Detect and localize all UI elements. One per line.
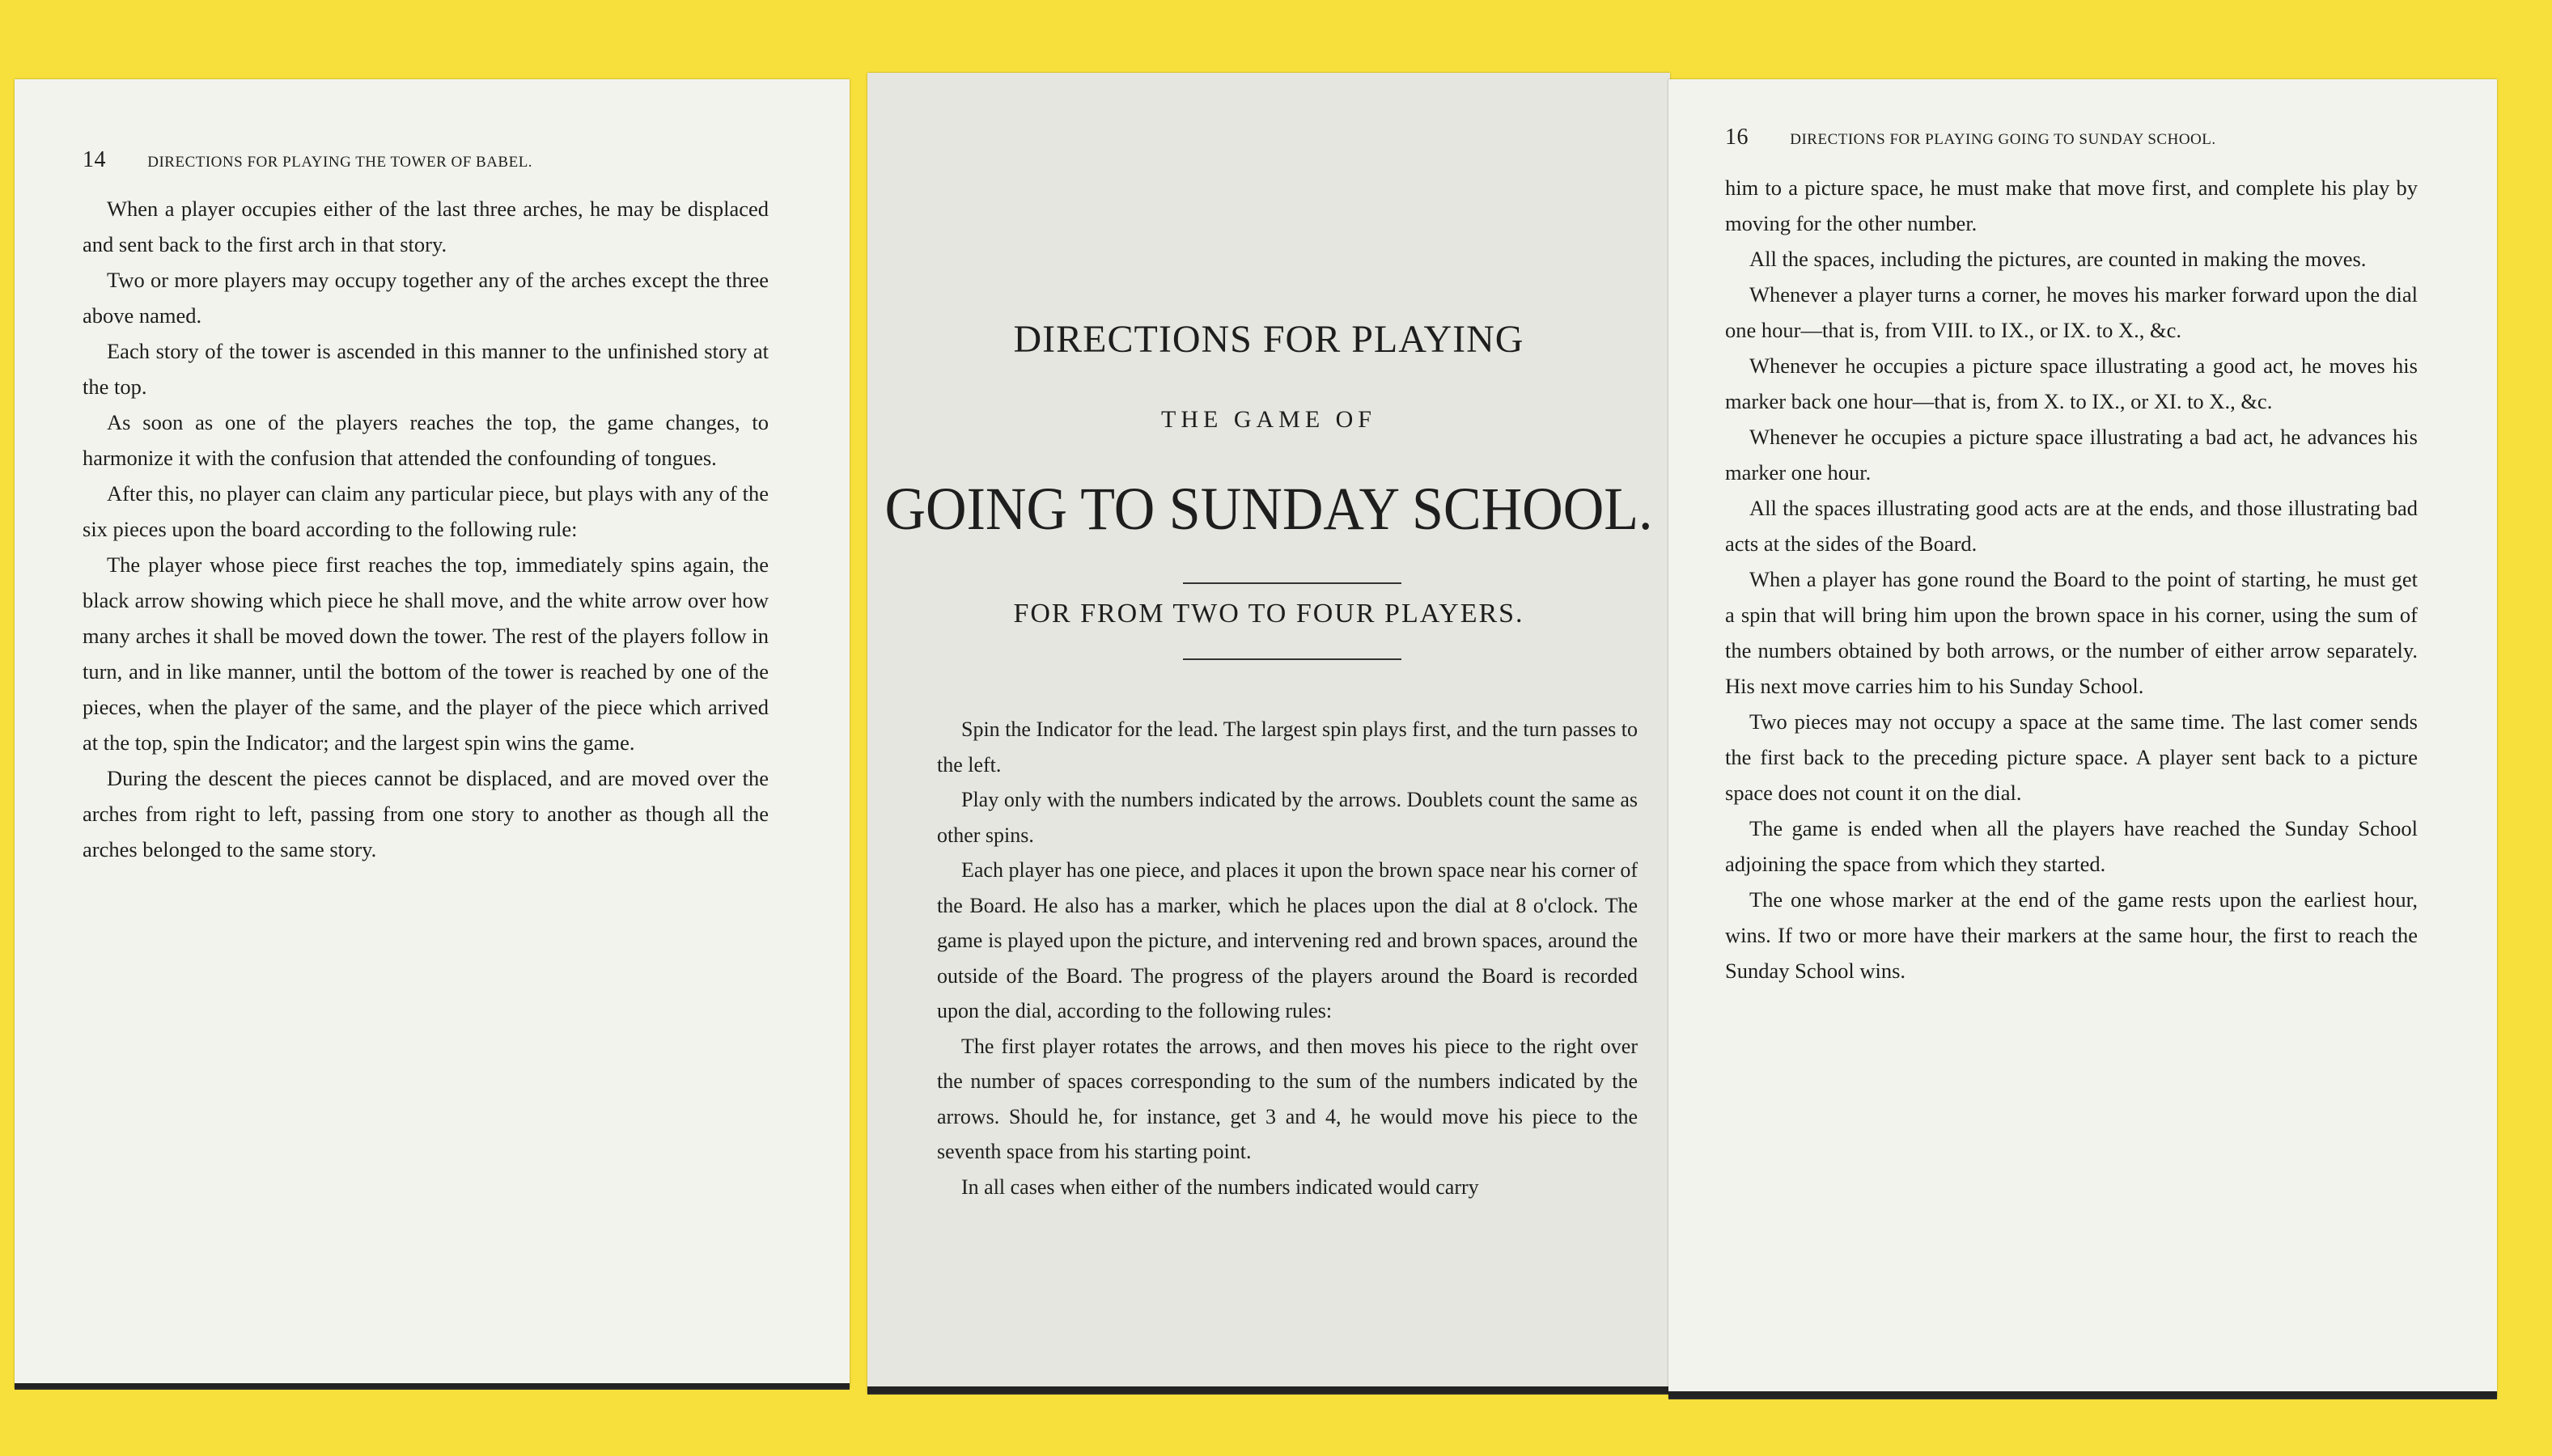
paragraph: After this, no player can claim any particular piece, but plays with any of the six pieces upon the board according to the following rule: [83, 481, 769, 541]
paragraph: All the spaces, including the pictures, are counted in making the moves. [1749, 247, 2367, 271]
title-rule-bottom [1183, 658, 1401, 660]
paragraph: Two pieces may not occupy a space at the same time. The last comer sends the first back to the preceding picture space. A player sent back to a picture space does not count it on the dial. [1725, 709, 2418, 805]
game-title: GOING TO SUNDAY SCHOOL. [884, 475, 1653, 544]
paragraph: Whenever he occupies a picture space illustrating a good act, he moves his marker back one hour—that is, from X. to IX., or XI. to X., &c. [1725, 353, 2418, 413]
paragraph: Each story of the tower is ascended in this manner to the unfinished story at the top. [83, 339, 769, 399]
title-line-1: DIRECTIONS FOR PLAYING [1013, 318, 1524, 361]
paragraph: When a player has gone round the Board to the point of starting, he must get a spin that will bring him upon the brown space in his corner, using the sum of the numbers obtained by both arrows, or the number of either arrow separately. His next move carries him to his Sunday School. [1725, 567, 2418, 698]
paragraph: Play only with the numbers indicated by the arrows. Doublets count the same as other spins. [937, 788, 1638, 847]
paragraph: The first player rotates the arrows, and then moves his piece to the right over the number of spaces corresponding to the sum of the numbers indicated by the arrows. Should he, for instance, get 3 and 4, he would move his piece to the seventh space from his starting point. [937, 1034, 1638, 1163]
paragraph: When a player occupies either of the last three arches, he may be displaced and sent back to the first arch in that story. [83, 197, 769, 256]
left-page-body [83, 191, 769, 867]
paragraph: The player whose piece first reaches the top, immediately spins again, the black arrow showing which piece he shall move, and the white arrow over how many arches it shall be moved down the tower. The rest of the players follow in turn, and in like manner, until the bottom of the tower is reached by one of the pieces, when the player of the same, and the player of the piece which arrived at the top, spin the Indicator; and the largest spin wins the game. [83, 552, 769, 755]
center-page-body [937, 712, 1638, 1204]
left-page [15, 79, 850, 1388]
right-page [1668, 79, 2497, 1398]
running-head-right [1725, 125, 2448, 150]
paragraph: Each player has one piece, and places it upon the brown space near his corner of the Board. He also has a marker, which he places upon the dial at 8 o'clock. The game is played upon the picture, and intervening red and brown spaces, around the outside of the Board. The progress of the players around the Board is recorded upon the dial, according to the following rules: [937, 858, 1638, 1022]
paragraph: The game is ended when all the players have reached the Sunday School adjoining the space from which they started. [1725, 816, 2418, 876]
title-rule-top [1183, 582, 1401, 584]
paragraph: The one whose marker at the end of the game rests upon the earliest hour, wins. If two or more have their markers at the same hour, the first to reach the Sunday School wins. [1725, 887, 2418, 983]
paragraph: Whenever a player turns a corner, he moves his marker forward upon the dial one hour—that is, from VIII. to IX., or IX. to X., &c. [1725, 282, 2418, 342]
paragraph: All the spaces illustrating good acts are at the ends, and those illustrating bad acts at the sides of the Board. [1725, 496, 2418, 556]
center-page [867, 73, 1670, 1393]
running-head-left [83, 147, 801, 173]
players-subtitle: FOR FROM TWO TO FOUR PLAYERS. [1013, 599, 1524, 629]
running-head-title-left: DIRECTIONS FOR PLAYING THE TOWER OF BABEL. [147, 154, 533, 171]
paragraph: As soon as one of the players reaches the top, the game changes, to harmonize it with the confusion that attended the confounding of tongues. [83, 410, 769, 470]
title-line-2: THE GAME OF [1161, 406, 1376, 433]
running-head-title-right: DIRECTIONS FOR PLAYING GOING TO SUNDAY SCHOOL. [1790, 131, 2216, 148]
paragraph: Whenever he occupies a picture space illustrating a bad act, he advances his marker one hour. [1725, 425, 2418, 485]
paragraph: During the descent the pieces cannot be displaced, and are moved over the arches from right to left, passing from one story to another as though all the arches belonged to the same story. [83, 766, 769, 861]
page-number-left: 14 [83, 147, 106, 172]
paragraph: Spin the Indicator for the lead. The largest spin plays first, and the turn passes to the left. [937, 717, 1638, 777]
right-page-body [1725, 170, 2418, 988]
paragraph: him to a picture space, he must make that move first, and complete his play by moving for the other number. [1725, 176, 2418, 235]
paragraph: In all cases when either of the numbers indicated would carry [961, 1175, 1479, 1199]
paragraph: Two or more players may occupy together any of the arches except the three above named. [83, 268, 769, 328]
page-number-right: 16 [1725, 125, 1749, 150]
